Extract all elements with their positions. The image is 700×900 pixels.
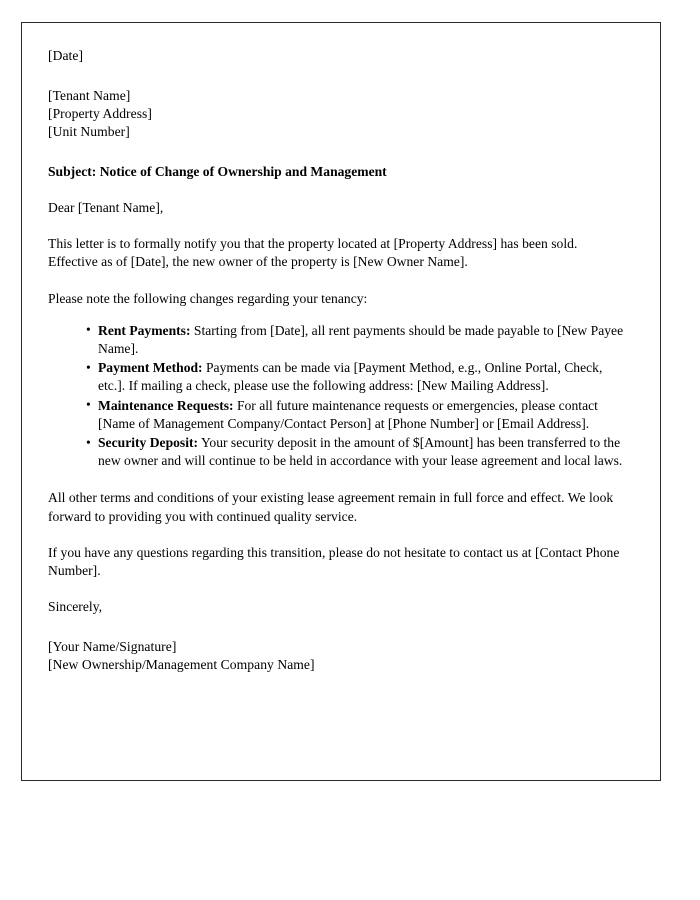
signature-company-line: [New Ownership/Management Company Name]: [48, 657, 315, 673]
spacer: [48, 272, 628, 290]
list-item-label: Maintenance Requests:: [98, 397, 234, 413]
spacer: [48, 308, 628, 322]
spacer: [48, 181, 628, 199]
date-line: [Date]: [48, 48, 84, 63]
questions-paragraph: If you have any questions regarding this transition, please do not hesitate to contact us at [Contact Phone Number].: [48, 544, 620, 579]
spacer: [48, 526, 628, 544]
list-item: [86, 322, 628, 358]
list-item-label: Payment Method:: [98, 360, 203, 376]
document-page: [21, 22, 661, 781]
list-item: [86, 397, 628, 433]
recipient-address-block: [48, 87, 628, 141]
salutation: Dear [Tenant Name],: [48, 200, 164, 215]
spacer: [48, 616, 628, 638]
list-item-label: Security Deposit:: [98, 435, 199, 451]
spacer: [48, 471, 628, 489]
spacer: [48, 65, 628, 87]
letter-body: [22, 23, 660, 674]
list-item-text: For all future maintenance requests or emergencies, please contact [Name of Management Company/Contact Person] at [Phone Number] or [Email Address].: [98, 397, 598, 431]
signature-block: [48, 638, 628, 674]
recipient-tenant-name: [Tenant Name]: [48, 88, 131, 103]
subject-line: Subject: Notice of Change of Ownership and Management: [48, 164, 387, 179]
list-item: [86, 359, 628, 395]
spacer: [48, 217, 628, 235]
recipient-property-address: [Property Address]: [48, 106, 152, 121]
list-item-text: Your security deposit in the amount of $[Amount] has been transferred to the new owner and will continue to be held in accordance with your lease agreement and local laws.: [98, 435, 623, 469]
intro-paragraph: This letter is to formally notify you that the property located at [Property Address] has been sold. Effective as of [Date], the new owner of the property is [New Owner Name].: [48, 236, 578, 270]
list-intro-paragraph: Please note the following changes regarding your tenancy:: [48, 290, 368, 306]
list-item-text: Starting from [Date], all rent payments should be made payable to [New Payee Name].: [98, 322, 624, 357]
tenancy-changes-list: [48, 322, 628, 471]
list-item: [86, 434, 628, 470]
signature-name-line: [Your Name/Signature]: [48, 639, 177, 655]
list-item-text: Payments can be made via [Payment Method, e.g., Online Portal, Check, etc.]. If mailing a check, please use the following address: [New Mailing Address].: [98, 360, 603, 394]
spacer: [48, 141, 628, 163]
terms-paragraph: All other terms and conditions of your existing lease agreement remain in full force and effect. We look forward to providing you with continued quality service.: [48, 490, 614, 524]
list-item-label: Rent Payments:: [98, 322, 191, 338]
closing-line: Sincerely,: [48, 599, 103, 615]
recipient-unit-number: [Unit Number]: [48, 124, 130, 139]
spacer: [48, 580, 628, 598]
